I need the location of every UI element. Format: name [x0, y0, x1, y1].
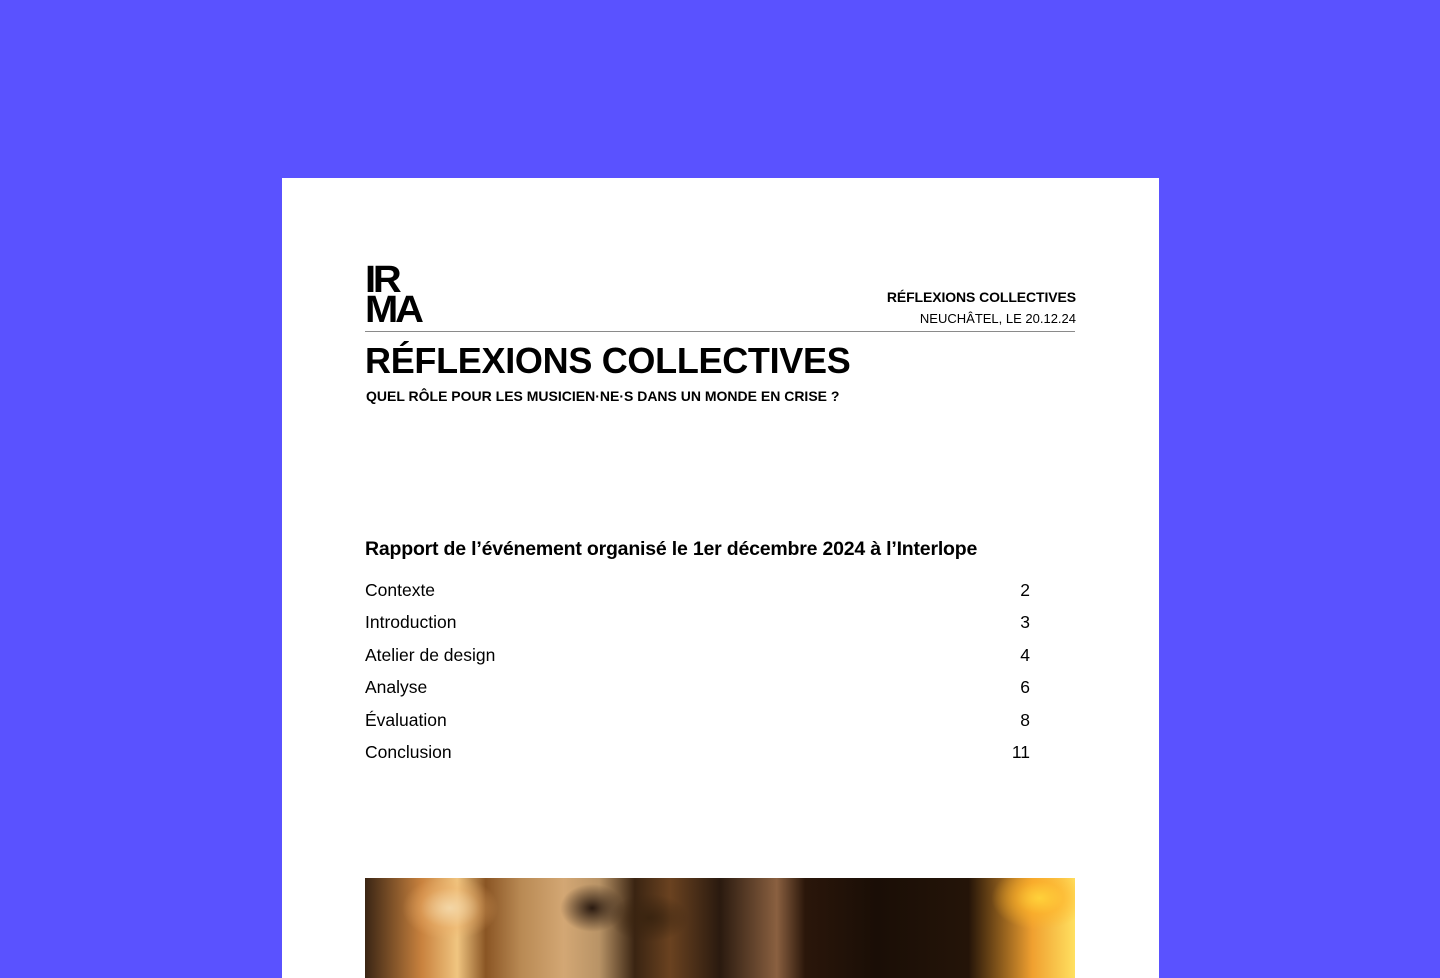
- document-page: [282, 178, 1159, 978]
- logo-line-1: IR: [365, 259, 399, 301]
- toc-item-page: 2: [1020, 580, 1030, 600]
- header-divider: [365, 331, 1075, 332]
- logo-line-2: MA: [365, 289, 421, 331]
- toc-item-atelier-de-design[interactable]: [365, 643, 1030, 675]
- toc-item-page: 3: [1020, 612, 1030, 633]
- toc-item-page: 4: [1020, 644, 1030, 665]
- toc-item-label: Évaluation: [365, 709, 447, 730]
- document-subtitle: QUEL RÔLE POUR LES MUSICIEN·NE·S DANS UN MONDE EN CRISE ?: [366, 388, 840, 404]
- toc-item-page: 11: [1011, 741, 1030, 762]
- toc-item-label: Atelier de design: [365, 644, 496, 665]
- toc-item-evaluation[interactable]: [365, 708, 1030, 740]
- toc-item-page: 8: [1020, 709, 1030, 730]
- toc-item-label: Introduction: [365, 612, 457, 633]
- toc-item-label: Conclusion: [365, 741, 452, 762]
- toc-item-contexte[interactable]: [365, 578, 1030, 610]
- toc-item-label: Contexte: [365, 580, 436, 600]
- place-date: NEUCHÂTEL, LE 20.12.24: [919, 311, 1076, 326]
- toc-item-analyse[interactable]: [365, 675, 1030, 707]
- document-title: RÉFLEXIONS COLLECTIVES: [365, 340, 851, 381]
- event-photo: [365, 878, 1075, 978]
- toc-item-conclusion[interactable]: [365, 740, 1030, 772]
- toc-item-page: 6: [1020, 677, 1030, 698]
- report-title: Rapport de l’événement organisé le 1er décembre 2024 à l’Interlope: [365, 538, 978, 560]
- table-of-contents: [365, 578, 1030, 772]
- series-name: RÉFLEXIONS COLLECTIVES: [886, 289, 1076, 305]
- irma-logo: [365, 259, 449, 331]
- toc-item-label: Analyse: [365, 677, 428, 698]
- toc-item-introduction[interactable]: [365, 610, 1030, 642]
- document-header-meta: [887, 289, 1076, 327]
